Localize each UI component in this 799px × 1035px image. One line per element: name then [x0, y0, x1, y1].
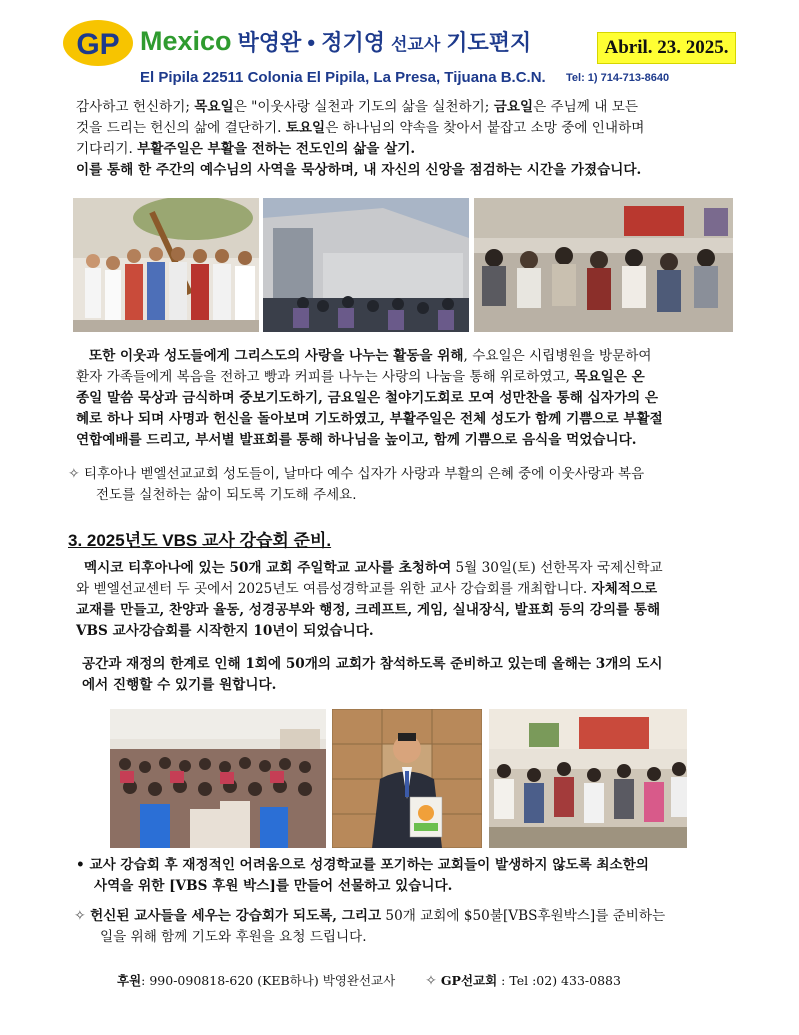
photo-vbs-supply-boxes [332, 709, 482, 848]
intro-text: 감사하고 헌신하기; [76, 99, 195, 115]
photo-vbs-classroom [489, 709, 687, 848]
title-letter: 기도편지 [446, 30, 532, 55]
vbs-box-bullet [76, 855, 766, 897]
prayer-text: 티후아나 벧엘선교교회 성도들이, 날마다 예수 십자가 사랑과 부활의 은혜 중에 이웃사랑과 복음 [84, 466, 645, 482]
letter-title [140, 26, 531, 57]
intro-text: 은 하나님의 약속을 찾아서 붙잡고 소망 중에 인내하며 [325, 120, 645, 136]
easter-text-bold: 또한 이웃과 성도들에게 그리스도의 사랑을 나누는 활동을 위해 [89, 348, 464, 364]
logo-text: GP [76, 28, 120, 61]
intro-easter: 부활주일은 부활을 전하는 전도인의 삶을 살기. [137, 141, 416, 157]
intro-saturday: 토요일 [285, 120, 326, 136]
address: El Pipila 22511 Colonia El Pipila, La Presa, Tijuana B.C.N. [140, 69, 546, 86]
photo-church-worship [474, 198, 733, 332]
easter-text: , 수요일은 시립병원을 방문하여 [463, 348, 652, 364]
vbs-text-bold: 멕시코 티후아나에 있는 50개 교회 주일학교 교사를 초청하여 [84, 560, 452, 576]
vbs-text-bold: 공간과 재정의 한계로 인해 1회에 50개의 교회가 참석하도록 준비하고 있는데 올해는 3개의 도시 [82, 656, 663, 672]
photo-vbs-training-crowd [110, 709, 326, 848]
intro-summary: 이를 통해 한 주간의 예수님의 사역을 묵상하며, 내 자신의 신앙을 점검하는 시간을 가졌습니다. [76, 162, 642, 178]
vbs-text-bold: 교재를 만들고, 찬양과 율동, 성경공부와 행정, 크레프트, 게임, 실내장식, 발표회 등의 강의를 통해 [76, 602, 661, 618]
prayer-text-bold: 헌신된 교사들을 세우는 강습회가 되도록, 그리고 [90, 908, 382, 924]
prayer-text: 일을 위해 함께 기도와 후원을 요청 드립니다. [100, 929, 367, 945]
easter-paragraph [76, 346, 756, 451]
easter-text-bold: 종일 말씀 묵상과 금식하며 중보기도하기, 금요일은 철야기도회로 모여 성만찬을 통해 십자가의 은 [76, 390, 659, 406]
photo-easter-drama [73, 198, 259, 332]
bullet-text: 교사 강습회 후 재정적인 어려움으로 성경학교를 포기하는 교회들이 발생하지 않도록 최소한의 [89, 857, 649, 873]
sparkle-icon: ✧ [68, 466, 80, 482]
title-missionaries: 박영완 • 정기영 [237, 30, 385, 55]
title-role: 선교사 [391, 35, 441, 54]
intro-thursday: 목요일 [194, 99, 234, 115]
intro-paragraph [76, 97, 756, 181]
prayer-text: 50개 교회에 $50불[VBS후원박스]를 준비하는 [381, 908, 666, 924]
footer-tel: : Tel :02) 433-0883 [497, 973, 621, 988]
vbs-text-bold: VBS 교사강습회를 시작한지 10년이 되었습니다. [76, 623, 374, 639]
easter-text-bold: 혜로 하나 되며 사명과 헌신을 돌아보며 기도하였고, 부활주일은 전체 성도가 함께 기쁨으로 부활절 [76, 411, 663, 427]
footer-account: : 990-090818-620 (KEB하나) 박영완선교사 [141, 973, 396, 988]
bullet-text: 사역을 위한 [VBS 후원 박스]를 만들어 선물하고 있습니다. [94, 878, 453, 894]
vbs-text-bold: 에서 진행할 수 있기를 원합니다. [82, 677, 277, 693]
sparkle-icon: ✧ [74, 908, 86, 924]
sparkle-icon: ✧ [425, 973, 437, 989]
photo-hospital-visit [263, 198, 469, 332]
prayer-text: 전도를 실천하는 삶이 되도록 기도해 주세요. [96, 487, 357, 503]
vbs-paragraph-2 [82, 654, 756, 696]
intro-text: 기다리기. [76, 141, 138, 157]
date-badge: Abril. 23. 2025. [597, 32, 736, 64]
easter-text-bold: 목요일은 온 [574, 369, 645, 385]
bullet-icon: • [76, 857, 85, 873]
vbs-text: 5월 30일(토) 선한목자 국제신학교 [451, 560, 663, 576]
prayer-request-1 [68, 464, 758, 506]
vbs-text: 와 벧엘선교센터 두 곳에서 2025년도 여름성경학교를 위한 교사 강습회를 개최합니다. [76, 581, 592, 597]
intro-text: 은 주님께 내 모든 [533, 99, 638, 115]
phone: Tel: 1) 714-713-8640 [566, 72, 670, 84]
vbs-text-bold: 자체적으로 [591, 581, 658, 597]
section-heading: 3. 2025년도 VBS 교사 강습회 준비. [68, 531, 332, 550]
intro-text: 은 "이웃사랑 실천과 기도의 삶을 실천하기; [233, 99, 494, 115]
gp-logo [62, 18, 134, 68]
easter-text-bold: 연합예배를 드리고, 부서별 발표회를 통해 하나님을 높이고, 함께 기쁨으로 음식을 먹었습니다. [76, 432, 637, 448]
footer-support [117, 971, 621, 989]
footer-label: 후원 [117, 973, 142, 988]
title-mexico: Mexico [140, 26, 232, 56]
footer-church: GP선교회 [440, 973, 498, 988]
easter-text: 환자 가족들에게 복음을 전하고 빵과 커피를 나누는 사랑의 나눔을 통해 위로하였고, [76, 369, 575, 385]
intro-friday: 금요일 [493, 99, 534, 115]
intro-text: 것을 드리는 헌신의 삶에 결단하기. [76, 120, 286, 136]
prayer-request-2 [74, 906, 764, 948]
vbs-paragraph-1 [76, 558, 756, 642]
